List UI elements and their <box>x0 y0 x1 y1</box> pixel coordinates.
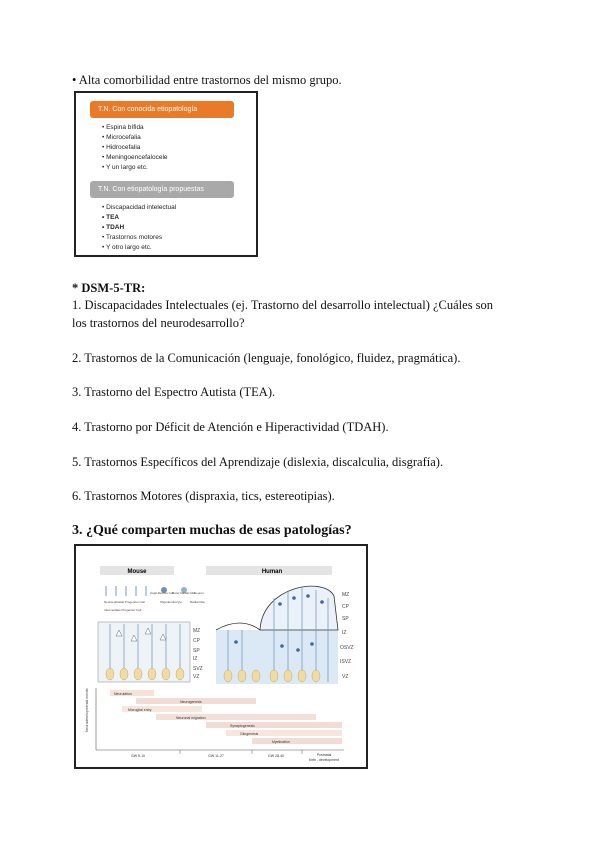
list-item: • Discapacidad intelectual <box>102 203 176 213</box>
known-etiopathology-header: T.N. Con conocida etiopatología <box>90 101 234 118</box>
event-label: Gliogenesis <box>240 732 259 736</box>
event-label: Microglial entry <box>128 708 152 712</box>
mouse-title: Mouse <box>127 569 147 575</box>
tick-label: GW 11-27 <box>208 754 224 758</box>
list-item: • Microcefalia <box>102 133 168 143</box>
dsm-item-2: 2. Trastornos de la Comunicación (lenguaje, fonológico, fluidez, pragmática). <box>72 351 461 365</box>
layer-label: MZ <box>193 628 201 634</box>
mouse-cortex <box>98 622 190 682</box>
legend-label: Oligodendrocyte <box>160 600 182 604</box>
dsm-heading: * DSM-5-TR: <box>72 281 146 295</box>
event-label: Myelination <box>272 740 290 744</box>
developmental-timeline <box>85 688 344 762</box>
human-cortex <box>216 586 338 684</box>
event-bar <box>206 722 342 728</box>
tick-label: GW 28-40 <box>268 754 284 758</box>
layer-label: IZ <box>193 656 198 662</box>
dsm-item-5: 5. Trastornos Específicos del Aprendizaje (dislexia, discalculia, disgrafía). <box>72 455 444 469</box>
list-item: • Trastornos motores <box>102 233 176 243</box>
layer-label: SP <box>193 648 200 654</box>
layer-label: IZ <box>342 630 347 636</box>
layer-label: VZ <box>193 674 200 680</box>
list-item: • Y otro largo etc. <box>102 243 176 253</box>
layer-label: CP <box>193 638 200 644</box>
dsm-item-3: 3. Trastorno del Espectro Autista (TEA). <box>72 385 276 399</box>
dsm-item-1-line-1: 1. Discapacidades Intelectuales (ej. Trastorno del desarrollo intelectual) ¿Cuáles son <box>72 298 494 312</box>
human-title: Human <box>261 569 283 575</box>
legend-label: Neuroepithelial Progenitor Cell <box>104 600 145 604</box>
layer-label: OSVZ <box>340 645 354 651</box>
known-etiopathology-list <box>102 123 168 173</box>
legend-label: Intermediate Progenitor Cell <box>104 608 142 612</box>
dsm-item-1-line-2: los trastornos del neurodesarrollo? <box>72 316 245 330</box>
dsm-item-6: 6. Trastornos Motores (dispraxia, tics, estereotipias). <box>72 489 335 503</box>
section-3-heading: 3. ¿Qué comparten muchas de esas patologías? <box>72 523 352 538</box>
list-item: • Espina bífida <box>102 123 168 133</box>
human-layer-labels <box>340 592 354 680</box>
legend-cell-icons <box>106 586 146 596</box>
layer-label: VZ <box>342 674 349 680</box>
layer-label: MZ <box>342 592 350 598</box>
intro-bullet: • Alta comorbilidad entre trastornos del mismo grupo. <box>72 73 342 87</box>
list-item: • Hidrocefalia <box>102 143 168 153</box>
layer-label: CP <box>342 604 349 610</box>
etiopathology-figure <box>74 91 258 257</box>
event-label: Neurulation <box>114 692 132 696</box>
legend-label: Outer Radial Glia <box>172 591 196 595</box>
proposed-etiopathology-list <box>102 203 176 253</box>
legend-label: Neuron <box>194 591 204 595</box>
list-item: • Meningoencefalocele <box>102 153 168 163</box>
proposed-etiopathology-header: T.N. Con etiopatología propuestas <box>90 181 234 198</box>
event-label: Neurogenesis <box>180 700 202 704</box>
cortex-diagram <box>76 546 366 767</box>
tick-label: Postnatal <box>316 753 332 757</box>
dsm-item-4: 4. Trastorno por Déficit de Atención e Hiperactividad (TDAH). <box>72 420 389 434</box>
layer-label: SP <box>342 616 349 622</box>
list-item: • Y un largo etc. <box>102 163 168 173</box>
list-item: • TDAH <box>102 223 176 233</box>
event-label: Neuronal migration <box>176 716 206 720</box>
event-bar <box>252 738 342 744</box>
event-label: Synaptogenesis <box>230 724 255 728</box>
mouse-layer-labels <box>193 628 203 680</box>
legend-label: Cajal-Retzius Cell <box>150 591 174 595</box>
layer-label: ISVZ <box>340 659 352 665</box>
legend-label: Radial Glia <box>190 600 205 604</box>
neurodevelopment-figure <box>74 544 368 769</box>
list-item: • TEA <box>102 213 176 223</box>
timeline-axis-label: Neurodevelopmental events <box>85 688 89 732</box>
layer-label: SVZ <box>193 666 203 672</box>
tick-label: birth - development <box>309 758 339 762</box>
cell-legend <box>104 586 205 612</box>
tick-label: GW 5-10 <box>130 754 146 758</box>
